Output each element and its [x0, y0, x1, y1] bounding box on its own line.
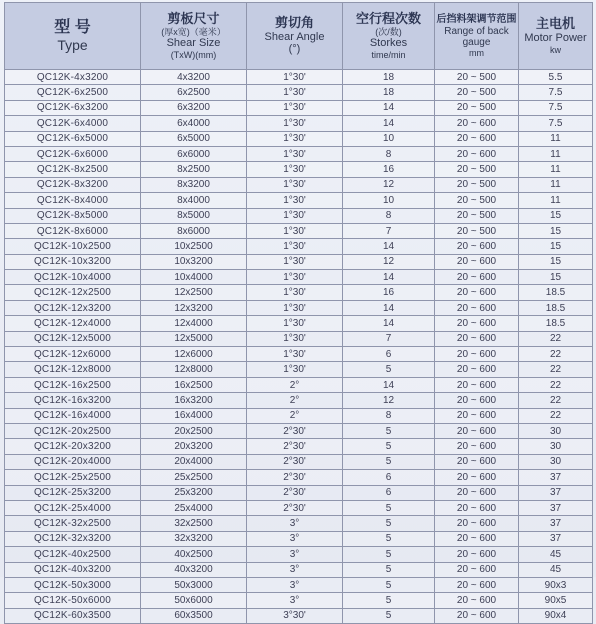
cell-shear-angle: 1°30' — [247, 177, 343, 192]
cell-type: QC12K-12x6000 — [5, 347, 141, 362]
cell-shear-angle: 1°30' — [247, 85, 343, 100]
cell-shear-size: 8x5000 — [141, 208, 247, 223]
cell-shear-size: 10x4000 — [141, 270, 247, 285]
cell-motor-power: 30 — [519, 439, 593, 454]
cell-strokes: 14 — [343, 270, 435, 285]
header-shear-size: 剪板尺寸 (厚x宽)（毫米） Shear Size (TxW)(mm) — [141, 3, 247, 70]
cell-motor-power: 37 — [519, 516, 593, 531]
cell-back-gauge: 20 ~ 500 — [435, 70, 519, 85]
cell-type: QC12K-25x2500 — [5, 470, 141, 485]
cell-motor-power: 22 — [519, 408, 593, 423]
cell-motor-power: 90x5 — [519, 593, 593, 608]
cell-shear-angle: 1°30' — [247, 347, 343, 362]
cell-strokes: 5 — [343, 500, 435, 515]
cell-back-gauge: 20 ~ 600 — [435, 608, 519, 623]
cell-strokes: 5 — [343, 423, 435, 438]
cell-type: QC12K-20x2500 — [5, 423, 141, 438]
cell-motor-power: 15 — [519, 223, 593, 238]
cell-motor-power: 11 — [519, 193, 593, 208]
cell-strokes: 18 — [343, 70, 435, 85]
cell-type: QC12K-12x8000 — [5, 362, 141, 377]
cell-back-gauge: 20 ~ 600 — [435, 254, 519, 269]
cell-shear-size: 6x2500 — [141, 85, 247, 100]
table-row — [5, 223, 593, 238]
cell-shear-angle: 2°30' — [247, 439, 343, 454]
cell-back-gauge: 20 ~ 600 — [435, 362, 519, 377]
table-row — [5, 270, 593, 285]
cell-strokes: 18 — [343, 85, 435, 100]
cell-shear-size: 6x4000 — [141, 116, 247, 131]
cell-strokes: 14 — [343, 116, 435, 131]
cell-type: QC12K-8x2500 — [5, 162, 141, 177]
cell-back-gauge: 20 ~ 600 — [435, 547, 519, 562]
cell-type: QC12K-32x2500 — [5, 516, 141, 531]
cell-motor-power: 5.5 — [519, 70, 593, 85]
cell-motor-power: 11 — [519, 162, 593, 177]
cell-shear-angle: 1°30' — [247, 162, 343, 177]
cell-strokes: 8 — [343, 408, 435, 423]
cell-motor-power: 30 — [519, 423, 593, 438]
cell-shear-angle: 1°30' — [247, 316, 343, 331]
cell-shear-angle: 2°30' — [247, 454, 343, 469]
cell-shear-angle: 1°30' — [247, 223, 343, 238]
table-row — [5, 285, 593, 300]
cell-shear-size: 12x4000 — [141, 316, 247, 331]
cell-shear-angle: 1°30' — [247, 270, 343, 285]
table-row — [5, 531, 593, 546]
cell-type: QC12K-12x3200 — [5, 300, 141, 315]
cell-shear-angle: 1°30' — [247, 193, 343, 208]
cell-type: QC12K-6x3200 — [5, 100, 141, 115]
cell-strokes: 16 — [343, 285, 435, 300]
header-strokes: 空行程次数 (次/数) Storkes time/min — [343, 3, 435, 70]
cell-shear-size: 20x3200 — [141, 439, 247, 454]
table-row — [5, 254, 593, 269]
table-row — [5, 439, 593, 454]
cell-motor-power: 37 — [519, 470, 593, 485]
cell-shear-angle: 3° — [247, 562, 343, 577]
cell-motor-power: 15 — [519, 208, 593, 223]
cell-motor-power: 22 — [519, 362, 593, 377]
header-type: 型 号 Type — [5, 3, 141, 70]
cell-motor-power: 22 — [519, 393, 593, 408]
cell-type: QC12K-10x3200 — [5, 254, 141, 269]
table-row — [5, 300, 593, 315]
cell-type: QC12K-6x5000 — [5, 131, 141, 146]
cell-shear-angle: 2°30' — [247, 423, 343, 438]
cell-motor-power: 15 — [519, 254, 593, 269]
cell-strokes: 14 — [343, 377, 435, 392]
cell-shear-angle: 3° — [247, 593, 343, 608]
cell-strokes: 14 — [343, 300, 435, 315]
cell-shear-angle: 1°30' — [247, 131, 343, 146]
cell-back-gauge: 20 ~ 600 — [435, 300, 519, 315]
cell-back-gauge: 20 ~ 600 — [435, 500, 519, 515]
cell-shear-angle: 2° — [247, 393, 343, 408]
cell-shear-angle: 1°30' — [247, 208, 343, 223]
cell-shear-size: 12x3200 — [141, 300, 247, 315]
cell-back-gauge: 20 ~ 600 — [435, 347, 519, 362]
cell-shear-angle: 3° — [247, 547, 343, 562]
cell-back-gauge: 20 ~ 600 — [435, 408, 519, 423]
table-row — [5, 70, 593, 85]
cell-back-gauge: 20 ~ 600 — [435, 239, 519, 254]
cell-motor-power: 7.5 — [519, 116, 593, 131]
cell-back-gauge: 20 ~ 500 — [435, 177, 519, 192]
cell-strokes: 5 — [343, 362, 435, 377]
cell-shear-size: 10x2500 — [141, 239, 247, 254]
cell-strokes: 8 — [343, 146, 435, 161]
cell-back-gauge: 20 ~ 600 — [435, 331, 519, 346]
cell-shear-angle: 1°30' — [247, 285, 343, 300]
cell-back-gauge: 20 ~ 600 — [435, 316, 519, 331]
cell-type: QC12K-50x3000 — [5, 577, 141, 592]
cell-shear-size: 8x3200 — [141, 177, 247, 192]
cell-type: QC12K-12x4000 — [5, 316, 141, 331]
table-row — [5, 500, 593, 515]
cell-strokes: 5 — [343, 608, 435, 623]
table-row — [5, 362, 593, 377]
cell-back-gauge: 20 ~ 600 — [435, 577, 519, 592]
table-row — [5, 131, 593, 146]
cell-type: QC12K-10x4000 — [5, 270, 141, 285]
cell-strokes: 10 — [343, 193, 435, 208]
cell-back-gauge: 20 ~ 600 — [435, 593, 519, 608]
cell-strokes: 14 — [343, 316, 435, 331]
cell-type: QC12K-40x3200 — [5, 562, 141, 577]
cell-shear-angle: 1°30' — [247, 239, 343, 254]
cell-shear-size: 8x2500 — [141, 162, 247, 177]
cell-strokes: 14 — [343, 100, 435, 115]
table-row — [5, 577, 593, 592]
table-row — [5, 608, 593, 623]
cell-shear-angle: 1°30' — [247, 116, 343, 131]
cell-motor-power: 22 — [519, 347, 593, 362]
cell-back-gauge: 20 ~ 500 — [435, 223, 519, 238]
cell-type: QC12K-16x4000 — [5, 408, 141, 423]
cell-strokes: 7 — [343, 223, 435, 238]
table-row — [5, 562, 593, 577]
table-row — [5, 85, 593, 100]
header-back-gauge: 后挡料架调节范围 Range of back gauge mm — [435, 3, 519, 70]
cell-motor-power: 37 — [519, 531, 593, 546]
cell-shear-size: 12x8000 — [141, 362, 247, 377]
table-row — [5, 423, 593, 438]
cell-strokes: 12 — [343, 177, 435, 192]
cell-back-gauge: 20 ~ 600 — [435, 285, 519, 300]
cell-motor-power: 45 — [519, 547, 593, 562]
table-row — [5, 347, 593, 362]
cell-motor-power: 45 — [519, 562, 593, 577]
cell-type: QC12K-60x3500 — [5, 608, 141, 623]
cell-back-gauge: 20 ~ 600 — [435, 454, 519, 469]
cell-shear-angle: 3° — [247, 531, 343, 546]
cell-shear-size: 12x2500 — [141, 285, 247, 300]
cell-strokes: 5 — [343, 439, 435, 454]
header-motor-power: 主电机 Motor Power kw — [519, 3, 593, 70]
cell-shear-angle: 2°30' — [247, 485, 343, 500]
cell-strokes: 5 — [343, 577, 435, 592]
cell-type: QC12K-8x4000 — [5, 193, 141, 208]
cell-shear-size: 40x3200 — [141, 562, 247, 577]
cell-shear-angle: 2° — [247, 377, 343, 392]
table-row — [5, 393, 593, 408]
cell-motor-power: 18.5 — [519, 285, 593, 300]
cell-back-gauge: 20 ~ 600 — [435, 131, 519, 146]
cell-motor-power: 15 — [519, 239, 593, 254]
cell-shear-size: 6x5000 — [141, 131, 247, 146]
specification-table — [4, 2, 593, 624]
cell-back-gauge: 20 ~ 600 — [435, 393, 519, 408]
cell-back-gauge: 20 ~ 500 — [435, 193, 519, 208]
cell-type: QC12K-20x3200 — [5, 439, 141, 454]
cell-motor-power: 37 — [519, 500, 593, 515]
cell-shear-size: 16x2500 — [141, 377, 247, 392]
cell-back-gauge: 20 ~ 500 — [435, 85, 519, 100]
cell-type: QC12K-12x5000 — [5, 331, 141, 346]
cell-strokes: 8 — [343, 208, 435, 223]
cell-strokes: 12 — [343, 254, 435, 269]
cell-type: QC12K-40x2500 — [5, 547, 141, 562]
cell-back-gauge: 20 ~ 600 — [435, 423, 519, 438]
cell-motor-power: 30 — [519, 454, 593, 469]
table-body — [5, 70, 593, 624]
cell-back-gauge: 20 ~ 500 — [435, 100, 519, 115]
cell-shear-size: 32x3200 — [141, 531, 247, 546]
table-row — [5, 408, 593, 423]
cell-type: QC12K-50x6000 — [5, 593, 141, 608]
cell-shear-size: 20x4000 — [141, 454, 247, 469]
cell-strokes: 5 — [343, 562, 435, 577]
cell-motor-power: 11 — [519, 146, 593, 161]
cell-strokes: 5 — [343, 531, 435, 546]
cell-motor-power: 7.5 — [519, 100, 593, 115]
table-row — [5, 162, 593, 177]
cell-shear-angle: 2° — [247, 408, 343, 423]
cell-type: QC12K-10x2500 — [5, 239, 141, 254]
table-row — [5, 516, 593, 531]
cell-type: QC12K-32x3200 — [5, 531, 141, 546]
cell-shear-size: 50x6000 — [141, 593, 247, 608]
cell-shear-angle: 3° — [247, 577, 343, 592]
cell-type: QC12K-6x4000 — [5, 116, 141, 131]
cell-type: QC12K-12x2500 — [5, 285, 141, 300]
table-row — [5, 316, 593, 331]
cell-shear-size: 50x3000 — [141, 577, 247, 592]
cell-shear-angle: 1°30' — [247, 70, 343, 85]
cell-shear-size: 8x6000 — [141, 223, 247, 238]
cell-back-gauge: 20 ~ 500 — [435, 208, 519, 223]
cell-strokes: 5 — [343, 454, 435, 469]
cell-type: QC12K-4x3200 — [5, 70, 141, 85]
cell-back-gauge: 20 ~ 600 — [435, 562, 519, 577]
table-row — [5, 377, 593, 392]
table-row — [5, 239, 593, 254]
cell-motor-power: 11 — [519, 131, 593, 146]
cell-type: QC12K-25x3200 — [5, 485, 141, 500]
table-row — [5, 116, 593, 131]
cell-motor-power: 11 — [519, 177, 593, 192]
cell-strokes: 16 — [343, 162, 435, 177]
cell-shear-size: 32x2500 — [141, 516, 247, 531]
cell-type: QC12K-25x4000 — [5, 500, 141, 515]
cell-motor-power: 22 — [519, 331, 593, 346]
cell-strokes: 6 — [343, 347, 435, 362]
header-shear-angle: 剪切角 Shear Angle (°) — [247, 3, 343, 70]
cell-shear-size: 12x6000 — [141, 347, 247, 362]
cell-back-gauge: 20 ~ 600 — [435, 531, 519, 546]
table-row — [5, 593, 593, 608]
cell-shear-size: 12x5000 — [141, 331, 247, 346]
cell-shear-angle: 1°30' — [247, 331, 343, 346]
cell-back-gauge: 20 ~ 600 — [435, 516, 519, 531]
table-row — [5, 485, 593, 500]
table-row — [5, 208, 593, 223]
cell-type: QC12K-16x2500 — [5, 377, 141, 392]
cell-shear-size: 4x3200 — [141, 70, 247, 85]
cell-shear-angle: 1°30' — [247, 300, 343, 315]
table-row — [5, 454, 593, 469]
cell-strokes: 14 — [343, 239, 435, 254]
cell-shear-angle: 1°30' — [247, 100, 343, 115]
cell-type: QC12K-8x5000 — [5, 208, 141, 223]
table-row — [5, 193, 593, 208]
cell-type: QC12K-8x3200 — [5, 177, 141, 192]
cell-back-gauge: 20 ~ 600 — [435, 377, 519, 392]
cell-shear-angle: 3°30' — [247, 608, 343, 623]
cell-shear-size: 6x6000 — [141, 146, 247, 161]
cell-back-gauge: 20 ~ 600 — [435, 470, 519, 485]
cell-shear-size: 25x3200 — [141, 485, 247, 500]
cell-strokes: 6 — [343, 470, 435, 485]
cell-type: QC12K-6x6000 — [5, 146, 141, 161]
cell-shear-size: 25x4000 — [141, 500, 247, 515]
cell-shear-angle: 2°30' — [247, 500, 343, 515]
cell-strokes: 5 — [343, 516, 435, 531]
cell-shear-size: 20x2500 — [141, 423, 247, 438]
cell-back-gauge: 20 ~ 600 — [435, 270, 519, 285]
cell-motor-power: 18.5 — [519, 300, 593, 315]
cell-type: QC12K-20x4000 — [5, 454, 141, 469]
cell-strokes: 5 — [343, 593, 435, 608]
cell-shear-size: 8x4000 — [141, 193, 247, 208]
cell-shear-size: 16x4000 — [141, 408, 247, 423]
cell-back-gauge: 20 ~ 600 — [435, 485, 519, 500]
cell-motor-power: 90x3 — [519, 577, 593, 592]
cell-strokes: 7 — [343, 331, 435, 346]
cell-strokes: 5 — [343, 547, 435, 562]
table-row — [5, 177, 593, 192]
cell-shear-size: 16x3200 — [141, 393, 247, 408]
header-row — [5, 3, 593, 70]
cell-strokes: 12 — [343, 393, 435, 408]
cell-type: QC12K-16x3200 — [5, 393, 141, 408]
cell-shear-size: 6x3200 — [141, 100, 247, 115]
cell-shear-angle: 1°30' — [247, 362, 343, 377]
cell-shear-size: 40x2500 — [141, 547, 247, 562]
table-row — [5, 547, 593, 562]
cell-back-gauge: 20 ~ 600 — [435, 146, 519, 161]
cell-motor-power: 18.5 — [519, 316, 593, 331]
cell-motor-power: 37 — [519, 485, 593, 500]
cell-shear-angle: 3° — [247, 516, 343, 531]
table-row — [5, 146, 593, 161]
cell-shear-angle: 2°30' — [247, 470, 343, 485]
cell-type: QC12K-6x2500 — [5, 85, 141, 100]
cell-shear-angle: 1°30' — [247, 146, 343, 161]
cell-motor-power: 15 — [519, 270, 593, 285]
table-row — [5, 100, 593, 115]
table-row — [5, 331, 593, 346]
cell-back-gauge: 20 ~ 500 — [435, 162, 519, 177]
cell-back-gauge: 20 ~ 600 — [435, 439, 519, 454]
cell-motor-power: 22 — [519, 377, 593, 392]
cell-motor-power: 90x4 — [519, 608, 593, 623]
cell-type: QC12K-8x6000 — [5, 223, 141, 238]
cell-strokes: 6 — [343, 485, 435, 500]
cell-shear-size: 25x2500 — [141, 470, 247, 485]
table-row — [5, 470, 593, 485]
cell-strokes: 10 — [343, 131, 435, 146]
cell-shear-size: 10x3200 — [141, 254, 247, 269]
cell-shear-size: 60x3500 — [141, 608, 247, 623]
cell-back-gauge: 20 ~ 600 — [435, 116, 519, 131]
cell-motor-power: 7.5 — [519, 85, 593, 100]
cell-shear-angle: 1°30' — [247, 254, 343, 269]
